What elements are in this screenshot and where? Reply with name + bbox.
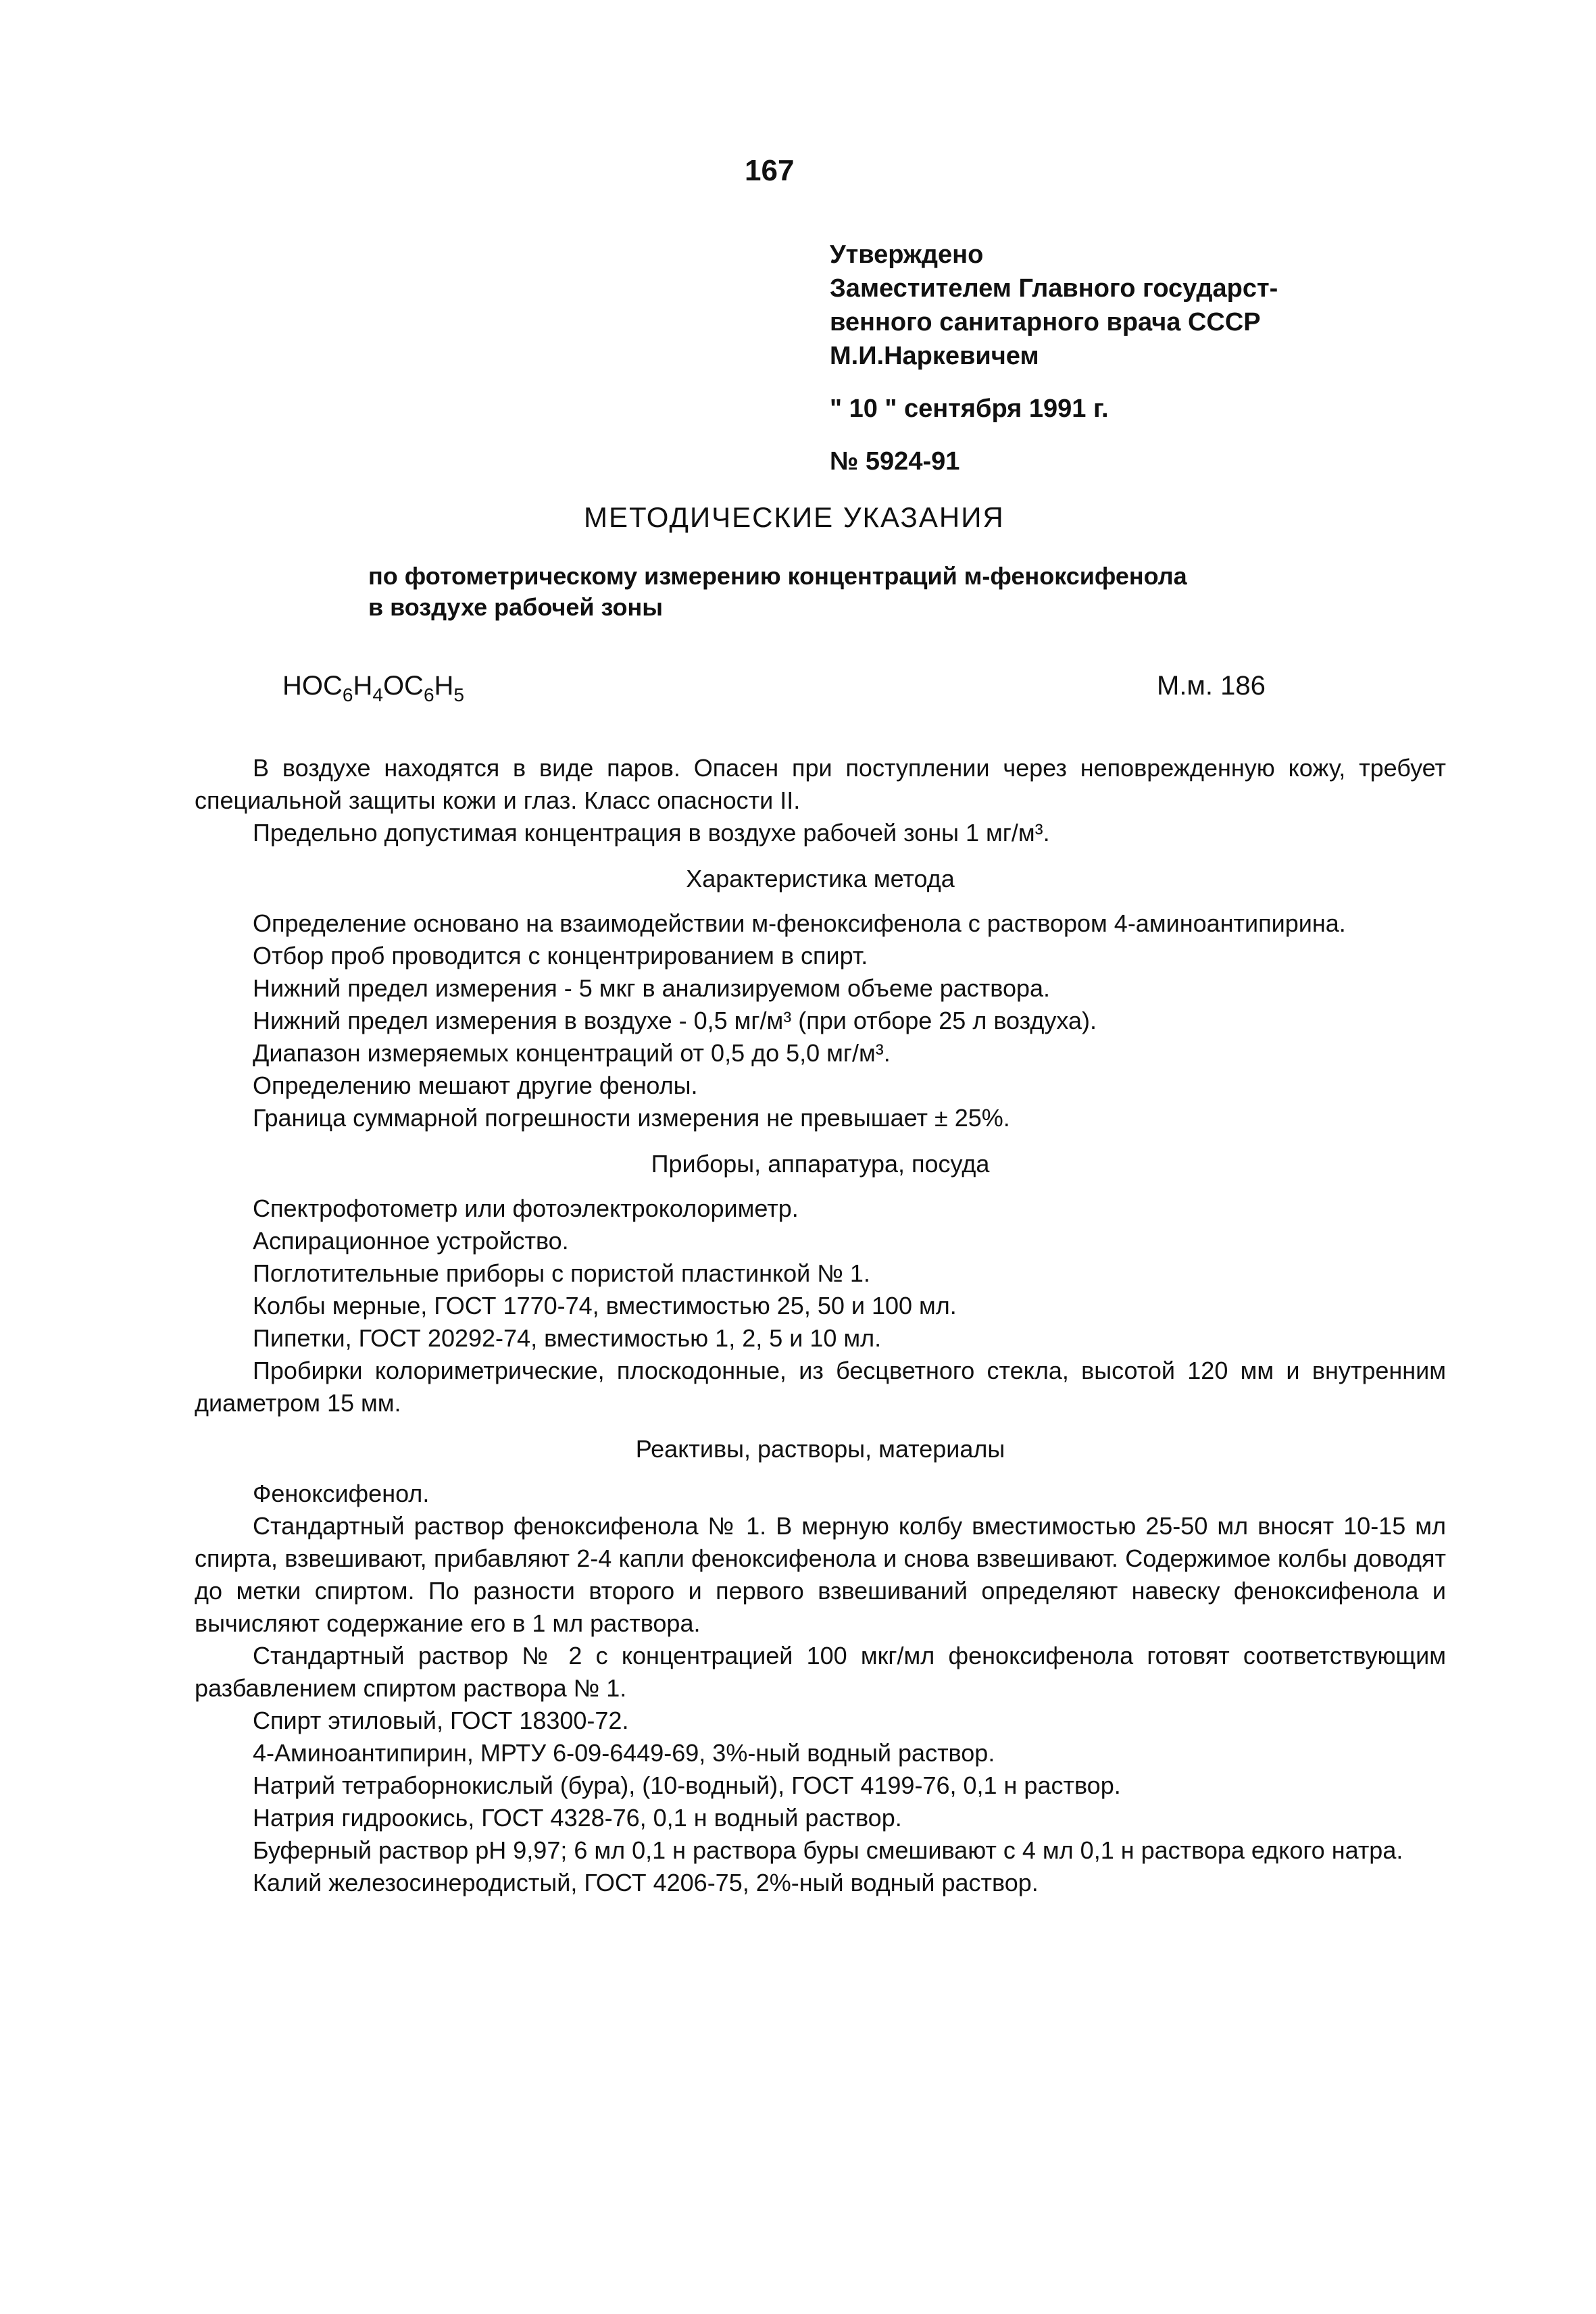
paragraph: Спектрофотометр или фотоэлектроколориметр. — [253, 1194, 799, 1222]
paragraph: Определению мешают другие фенолы. — [253, 1072, 698, 1099]
paragraph: Поглотительные приборы с пористой пластинкой № 1. — [253, 1259, 870, 1287]
approval-date: " 10 " сентября 1991 г. — [830, 395, 1109, 423]
molar-mass: М.м. 186 — [1157, 671, 1266, 701]
approval-line: венного санитарного врача СССР — [830, 308, 1261, 336]
document-title: МЕТОДИЧЕСКИЕ УКАЗАНИЯ — [584, 501, 1005, 533]
paragraph: Нижний предел измерения в воздухе - 0,5 мг/м³ (при отборе 25 л воздуха). — [253, 1007, 1097, 1034]
paragraph: Стандартный раствор № 2 с концентрацией 100 мкг/мл феноксифенола готовят соответствующим разбавлением спиртом раствора № 1. — [195, 1642, 1446, 1702]
paragraph: Стандартный раствор феноксифенола № 1. В мерную колбу вместимостью 25-50 мл вносят 10-15 мл спирта, взвешивают, прибавляют 2-4 капли феноксифенола и снова взвешивают. Содержимое колбы доводят до метки спиртом. По разности второго и первого взвешиваний определяют навеску феноксифенола и вычисляют содержание его в 1 мл раствора. — [195, 1512, 1446, 1637]
paragraph: Нижний предел измерения - 5 мкг в анализируемом объеме раствора. — [253, 974, 1051, 1002]
paragraph: Буферный раствор pH 9,97; 6 мл 0,1 н раствора буры смешивают с 4 мл 0,1 н раствора едкого натра. — [253, 1836, 1403, 1864]
paragraph: Диапазон измеряемых концентраций от 0,5 до 5,0 мг/м³. — [253, 1039, 891, 1067]
paragraph: Пробирки колориметрические, плоскодонные, из бесцветного стекла, высотой 120 мм и внутренним диаметром 15 мм. — [195, 1357, 1446, 1417]
paragraph: Определение основано на взаимодействии м-феноксифенола с раствором 4-аминоантипирина. — [253, 909, 1346, 937]
paragraph: Граница суммарной погрешности измерения не превышает ± 25%. — [253, 1104, 1010, 1132]
document-body — [195, 752, 1446, 1899]
subtitle-line: по фотометрическому измерению концентраций м-феноксифенола — [368, 562, 1187, 590]
paragraph: Спирт этиловый, ГОСТ 18300-72. — [253, 1707, 629, 1734]
paragraph: Феноксифенол. — [253, 1480, 430, 1507]
paragraph: Натрий тетраборнокислый (бура), (10-водный), ГОСТ 4199-76, 0,1 н раствор. — [253, 1771, 1121, 1799]
paragraph: Калий железосинеродистый, ГОСТ 4206-75, 2%-ный водный раствор. — [253, 1869, 1039, 1896]
paragraph: Пипетки, ГОСТ 20292-74, вместимостью 1, 2, 5 и 10 мл. — [253, 1324, 882, 1352]
paragraph: Отбор проб проводится с концентрированием в спирт. — [253, 942, 868, 970]
approval-line: Утверждено — [830, 241, 984, 269]
paragraph: Предельно допустимая концентрация в воздухе рабочей зоны 1 мг/м³. — [253, 819, 1050, 847]
paragraph: В воздухе находятся в виде паров. Опасен при поступлении через неповрежденную кожу, требует специальной защиты кожи и глаз. Класс опасности II. — [195, 754, 1446, 814]
approval-block — [830, 238, 1278, 478]
section-heading: Характеристика метода — [686, 865, 955, 892]
document-subtitle — [368, 561, 1187, 623]
page-number: 167 — [745, 154, 795, 187]
approval-line: Заместителем Главного государст- — [830, 274, 1278, 303]
approval-line: М.И.Наркевичем — [830, 342, 1039, 370]
section-heading: Приборы, аппаратура, посуда — [651, 1150, 990, 1178]
paragraph: Натрия гидроокись, ГОСТ 4328-76, 0,1 н водный раствор. — [253, 1804, 902, 1832]
subtitle-line: в воздухе рабочей зоны — [368, 593, 663, 621]
approval-number: № 5924-91 — [830, 447, 960, 476]
paragraph: 4-Аминоантипирин, МРТУ 6-09-6449-69, 3%-ный водный раствор. — [253, 1739, 995, 1767]
paragraph: Колбы мерные, ГОСТ 1770-74, вместимостью 25, 50 и 100 мл. — [253, 1292, 957, 1319]
paragraph: Аспирационное устройство. — [253, 1227, 569, 1255]
section-heading: Реактивы, растворы, материалы — [635, 1435, 1005, 1463]
chemical-formula: $HOC_6H_4OC_6H_5$ — [282, 671, 464, 705]
